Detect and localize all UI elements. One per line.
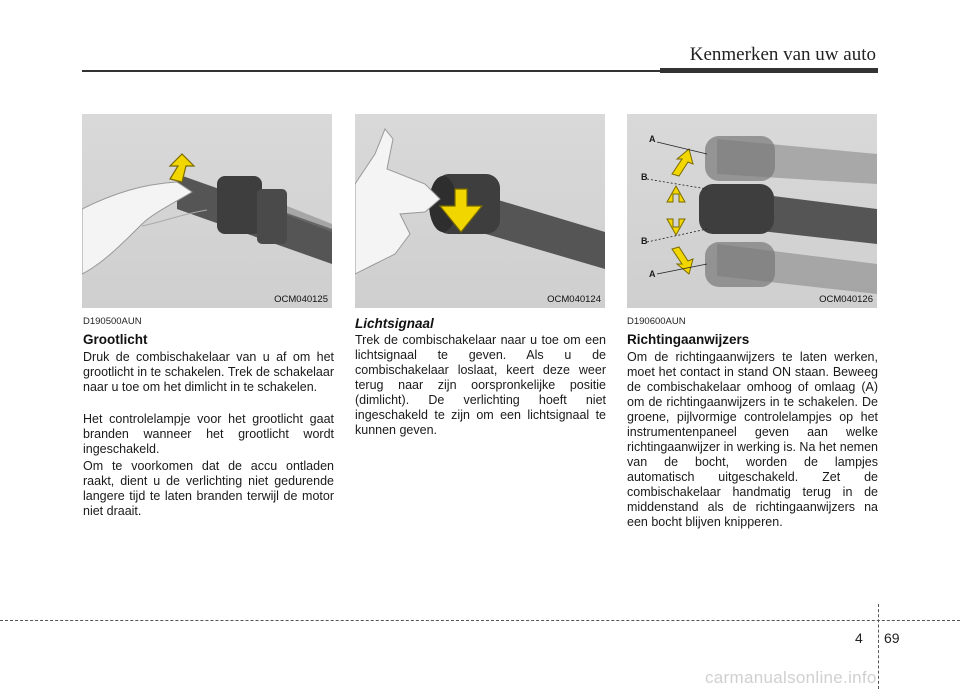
section-code: D190500AUN <box>83 316 142 327</box>
figure-label-a-top: A <box>649 134 656 144</box>
page-header-title: Kenmerken van uw auto <box>689 44 876 65</box>
paragraph: Om te voorkomen dat de accu ontladen raakt, dient u de verlichting niet gedurende langere tijd te laten branden terwijl de motor niet draait. <box>83 459 334 518</box>
section-code: D190600AUN <box>627 316 686 327</box>
paragraph: Het controlelampje voor het grootlicht gaat branden wanneer het grootlicht wordt ingeschakeld. <box>83 412 334 456</box>
figure-caption: OCM040126 <box>819 294 873 305</box>
paragraph: Trek de combischakelaar naar u toe om een lichtsignaal te geven. Als u de combischakelaar loslaat, keert deze weer terug naar zijn oorspronkelijke positie (dimlicht). De verlichting hoeft niet ingeschakeld te zijn om een lichtsignaal te kunnen geven. <box>355 333 606 437</box>
section-heading-high-beam: Grootlicht <box>83 332 148 347</box>
figure-caption: OCM040125 <box>274 294 328 305</box>
figure-label-b-top: B <box>641 172 648 182</box>
figure-high-beam <box>82 114 332 308</box>
footer-rule <box>0 620 960 621</box>
section-heading-flash: Lichtsignaal <box>355 316 434 331</box>
figure-label-b-bottom: B <box>641 236 648 246</box>
paragraph: Druk de combischakelaar van u af om het grootlicht in te schakelen. Trek de schakelaar naar u toe om het dimlicht in te schakelen. <box>83 350 334 394</box>
page-number: 69 <box>884 630 900 646</box>
footer-divider <box>878 604 879 689</box>
paragraph: Om de richtingaanwijzers te laten werken, moet het contact in stand ON staan. Beweeg de combischakelaar omhoog of omlaag (A) om de richtingaanwijzers in te schakelen. De groene, pijlvormige controlelampjes op het instrumentenpaneel geven aan welke richtingaanwijzer in werking is. Na het nemen van de bocht, worden de lampjes automatisch uitgeschakeld. Zet de combischakelaar handmatig terug in de middenstand als de richtingaanwijzers na een bocht blijven knipperen. <box>627 350 878 529</box>
figure-caption: OCM040124 <box>547 294 601 305</box>
figure-turn-signal <box>627 114 877 308</box>
page-section: 4 <box>855 630 863 646</box>
watermark: carmanualsonline.info <box>705 668 877 687</box>
section-heading-turn-signals: Richtingaanwijzers <box>627 332 750 347</box>
figure-flash-signal <box>355 114 605 308</box>
figure-label-a-bottom: A <box>649 269 656 279</box>
header-rule-accent <box>660 68 878 73</box>
